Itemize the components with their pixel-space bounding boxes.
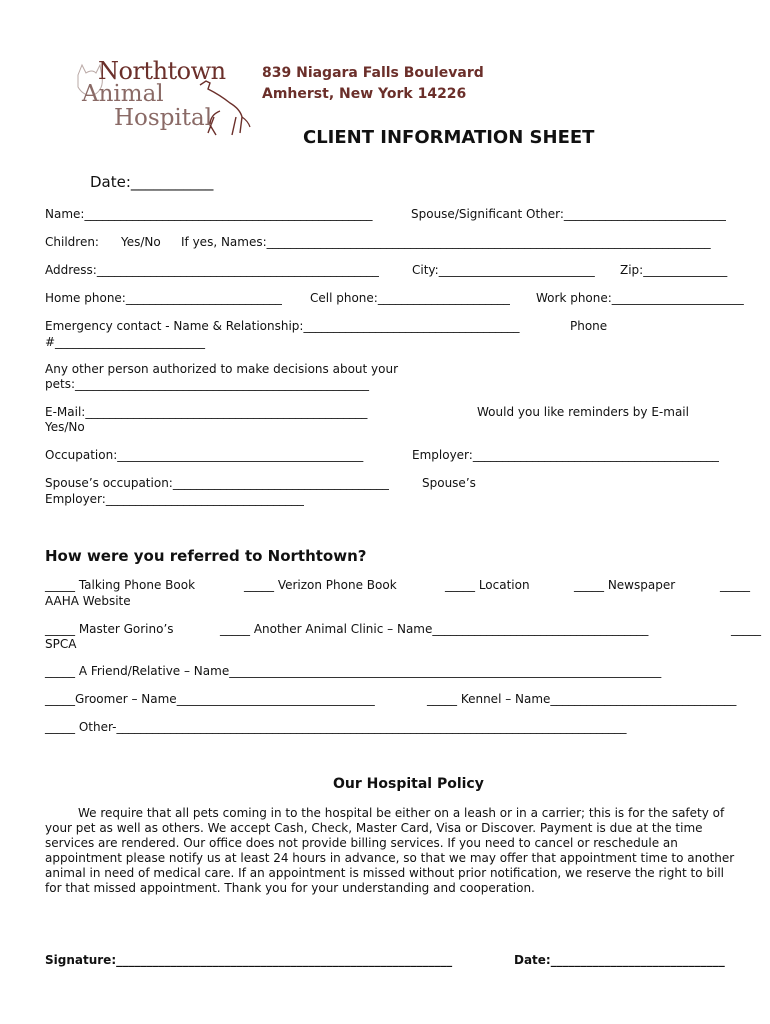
referral-spca-blank[interactable]: _____ <box>731 622 761 636</box>
name-field[interactable]: Name:________________________________________________ <box>45 207 373 221</box>
referral-section-title: How were you referred to Northtown? <box>45 547 367 565</box>
referral-aaha-blank[interactable]: _____ <box>720 578 750 592</box>
reminders-label: Would you like reminders by E-mail <box>477 405 689 419</box>
children-label: Children: <box>45 235 99 249</box>
referral-spca-label: SPCA <box>45 637 77 651</box>
authorized-person-label: Any other person authorized to make decisions about your <box>45 362 399 376</box>
referral-kennel[interactable]: _____ Kennel – Name_______________________________ <box>427 692 737 706</box>
reminders-yesno[interactable]: Yes/No <box>45 420 85 434</box>
policy-text: We require that all pets coming in to the hospital be either on a leash or in a carrier; this is for the safety of your pet as well as others. We accept Cash, Check, Master Card, Visa or Discover. Payment is due at the time services are rendered. Our office does not provide billing services. If you need to cancel or reschedule an appointment please notify us at least 24 hours in advance, so that we may offer that appointment time to another animal in need of medical care. If an appointment is missed without prior notification, we reserve the right to bill for that missed appointment. Thank you for your understanding and cooperation. <box>45 806 735 895</box>
email-field[interactable]: E-Mail:_______________________________________________ <box>45 405 368 419</box>
referral-other[interactable]: _____ Other-_____________________________________________________________________________________ <box>45 720 627 734</box>
referral-groomer[interactable]: _____Groomer – Name_________________________________ <box>45 692 375 706</box>
policy-text-block <box>45 806 735 896</box>
children-names-field[interactable]: If yes, Names:__________________________________________________________________________ <box>181 235 711 249</box>
referral-newspaper[interactable]: _____ Newspaper <box>574 578 676 592</box>
children-yesno[interactable]: Yes/No <box>121 235 161 249</box>
referral-talking-phone-book[interactable]: _____ Talking Phone Book <box>45 578 196 592</box>
spouse-employer-label: Spouse’s <box>422 476 476 490</box>
work-phone-field[interactable]: Work phone:______________________ <box>536 291 744 305</box>
home-phone-field[interactable]: Home phone:__________________________ <box>45 291 282 305</box>
address-field[interactable]: Address:_______________________________________________ <box>45 263 379 277</box>
spouse-field[interactable]: Spouse/Significant Other:___________________________ <box>411 207 726 221</box>
signature-date-field[interactable]: Date:_____________________________ <box>514 953 725 967</box>
policy-title: Our Hospital Policy <box>333 776 484 792</box>
hospital-logo <box>70 55 255 140</box>
date-field[interactable]: Date:___________ <box>90 173 214 191</box>
logo-text-animal: Animal <box>82 81 164 107</box>
referral-location[interactable]: _____ Location <box>445 578 530 592</box>
page-title: CLIENT INFORMATION SHEET <box>303 127 595 148</box>
emergency-contact-field[interactable]: Emergency contact - Name & Relationship:____________________________________ <box>45 319 520 333</box>
spouse-occupation-field[interactable]: Spouse’s occupation:____________________________________ <box>45 476 389 490</box>
authorized-person-field[interactable]: pets:_________________________________________________ <box>45 377 369 391</box>
address-line-2: Amherst, New York 14226 <box>262 86 467 102</box>
referral-another-clinic[interactable]: _____ Another Animal Clinic – Name____________________________________ <box>220 622 649 636</box>
zip-field[interactable]: Zip:______________ <box>620 263 728 277</box>
referral-verizon-phone-book[interactable]: _____ Verizon Phone Book <box>244 578 397 592</box>
signature-field[interactable]: Signature:________________________________________________________ <box>45 953 453 967</box>
spouse-employer-field[interactable]: Employer:_________________________________ <box>45 492 304 506</box>
referral-friend-relative[interactable]: _____ A Friend/Relative – Name________________________________________________________________________ <box>45 664 662 678</box>
referral-aaha-label: AAHA Website <box>45 594 131 608</box>
logo-text-hospital: Hospital <box>114 105 213 131</box>
emergency-phone-field[interactable]: #_________________________ <box>45 335 206 349</box>
logo-text-northtown: Northtown <box>98 57 226 85</box>
referral-master-gorino[interactable]: _____ Master Gorino’s <box>45 622 174 636</box>
occupation-field[interactable]: Occupation:_________________________________________ <box>45 448 364 462</box>
address-line-1: 839 Niagara Falls Boulevard <box>262 65 484 81</box>
cell-phone-field[interactable]: Cell phone:______________________ <box>310 291 510 305</box>
employer-field[interactable]: Employer:_________________________________________ <box>412 448 719 462</box>
city-field[interactable]: City:__________________________ <box>412 263 595 277</box>
emergency-phone-label: Phone <box>570 319 608 333</box>
